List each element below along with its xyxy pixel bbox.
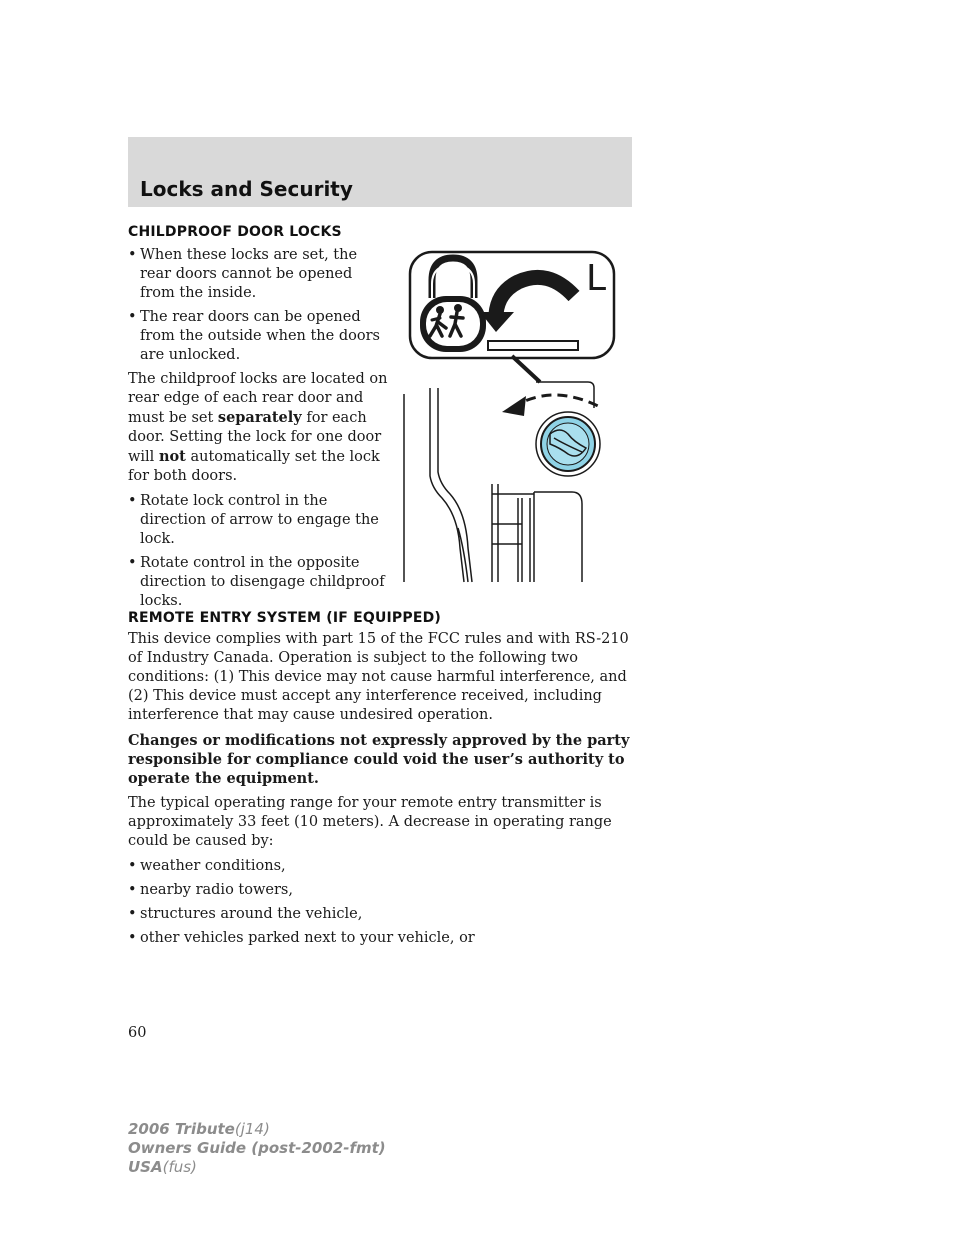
list-item: • other vehicles parked next to your vehicle, or [128,930,475,946]
lock-knob-icon [536,412,600,476]
callout-pointer [512,356,540,382]
section-header-band [128,137,632,207]
list-item: • structures around the vehicle, [128,906,363,922]
list-item: • When these locks are set, the rear doors cannot be opened from the inside. [128,247,358,301]
list-item: • The rear doors can be opened from the outside when the doors are unlocked. [128,309,380,363]
fcc-paragraph: This device complies with part 15 of the FCC rules and with RS-210 of Industry Canada. Operation is subject to the following two conditions: (1) This device may not cause harmful interference, and (2) This device must accept any interference received, including interference that may cause undesired operation. [128,631,629,723]
childproof-heading: CHILDPROOF DOOR LOCKS [128,224,342,240]
list-item: • Rotate lock control in the direction of arrow to engage the lock. [128,493,379,547]
section-title: Locks and Security [140,177,353,201]
childproof-paragraph: The childproof locks are located on rear edge of each rear door and must be set separately for each door. Setting the lock for one door will not automatically set the lock for both doors. [128,371,388,484]
warning-paragraph: Changes or modifications not expressly approved by the party responsible for compliance could void the user’s authority to operate the equipment. [128,732,630,787]
list-item: • weather conditions, [128,858,286,874]
list-item: • Rotate control in the opposite direction to disengage childproof locks. [128,555,385,609]
footer-line-2: Owners Guide (post-2002-fmt) [128,1139,386,1157]
range-paragraph: The typical operating range for your remote entry transmitter is approximately 33 feet (10 meters). A decrease in operating range could be caused by: [128,795,612,849]
range-factors-list [128,857,632,948]
indicator-bar [488,341,578,350]
lock-label: L [586,258,607,299]
childproof-bullets-bottom [128,492,390,611]
page-number: 60 [128,1025,147,1041]
childproof-bullets-top [128,246,390,365]
childproof-lock-illustration [402,248,624,586]
rotation-arrowhead [502,396,526,416]
footer-metadata [128,1120,386,1177]
footer-line-1: 2006 Tribute(j14) [128,1120,270,1138]
childproof-text-column [128,246,390,616]
footer-line-3: USA(fus) [128,1158,197,1176]
remote-entry-text [128,630,632,953]
list-item: • nearby radio towers, [128,882,293,898]
remote-entry-heading: REMOTE ENTRY SYSTEM (IF EQUIPPED) [128,610,442,626]
